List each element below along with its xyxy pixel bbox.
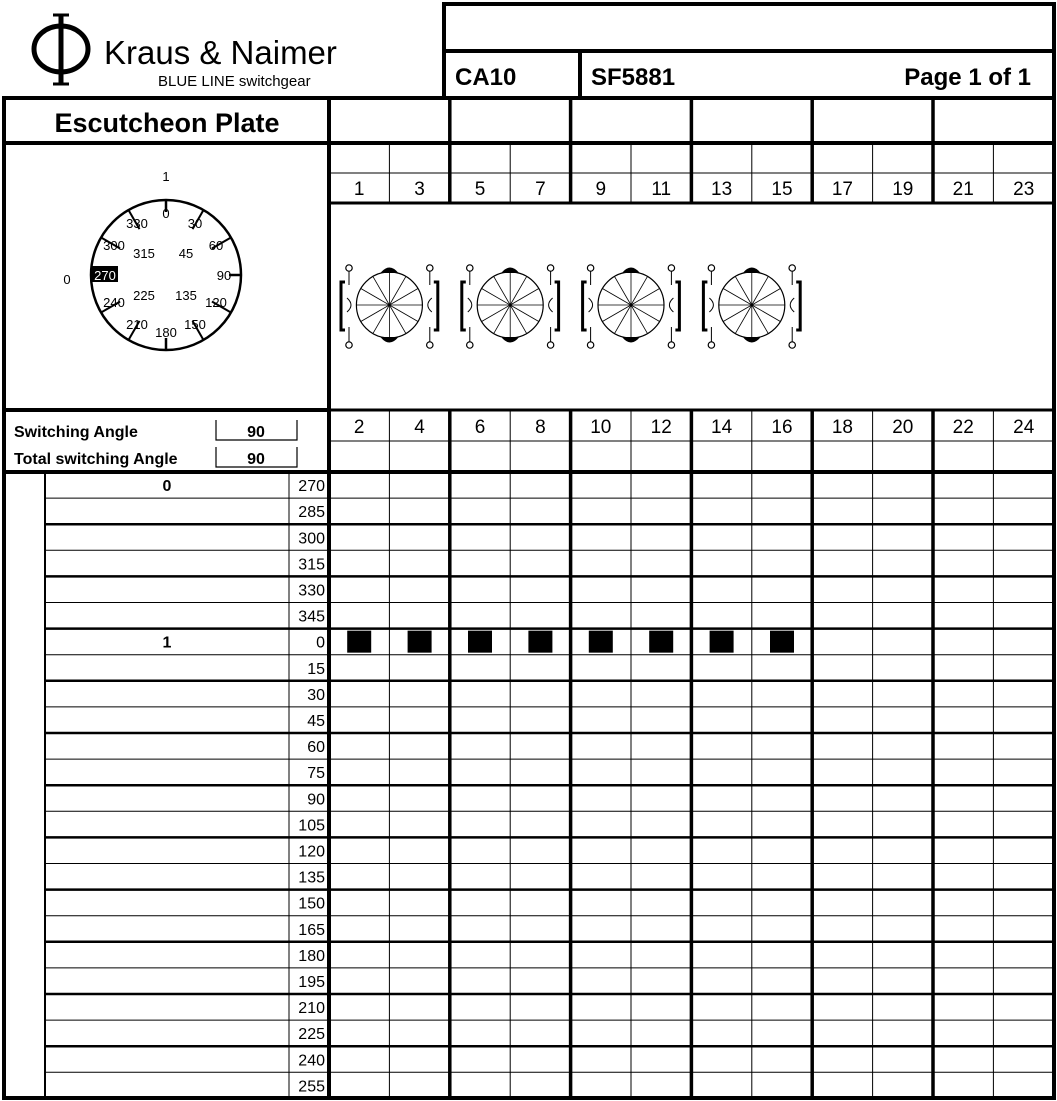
diagram-code: SF5881 xyxy=(591,64,676,91)
product-code: CA10 xyxy=(455,64,517,91)
terminal-top-21: 21 xyxy=(952,179,974,200)
program-row xyxy=(163,631,794,653)
terminal-top-13: 13 xyxy=(711,179,733,200)
row-angle-label: 285 xyxy=(298,504,325,522)
dial-angle-210: 210 xyxy=(126,317,148,332)
program-row xyxy=(298,948,325,965)
program-row xyxy=(307,687,325,704)
terminal-bottom-8: 8 xyxy=(535,417,546,438)
row-angle-label: 330 xyxy=(298,582,325,600)
terminal-bottom-4: 4 xyxy=(414,417,425,438)
dial-angle-60: 60 xyxy=(208,238,224,253)
closed-contact-mark xyxy=(589,631,613,653)
program-row xyxy=(298,870,325,887)
escutcheon-dial xyxy=(63,169,241,350)
row-angle-label: 270 xyxy=(298,478,325,496)
program-row xyxy=(298,1026,325,1043)
closed-contact-mark xyxy=(408,631,432,653)
program-row xyxy=(298,1078,325,1095)
row-angle-label: 165 xyxy=(298,921,325,939)
program-row xyxy=(298,896,325,913)
terminal-top-17: 17 xyxy=(831,179,853,200)
switching-angle-label: Switching Angle xyxy=(14,424,138,441)
row-angle-label: 90 xyxy=(307,791,325,809)
contact-deck-2 xyxy=(462,265,559,348)
row-angle-label: 240 xyxy=(298,1052,325,1070)
row-angle-label: 300 xyxy=(298,530,325,548)
program-row xyxy=(307,791,325,808)
header xyxy=(34,4,1054,98)
row-angle-label: 120 xyxy=(298,843,325,861)
terminal-top-5: 5 xyxy=(474,179,486,200)
program-row xyxy=(298,1052,325,1069)
row-angle-label: 210 xyxy=(298,1000,325,1018)
terminal-bottom-10: 10 xyxy=(590,417,612,438)
program-row xyxy=(298,582,325,599)
program-row xyxy=(307,713,325,730)
row-angle-label: 15 xyxy=(307,660,325,678)
row-angle-label: 225 xyxy=(298,1026,325,1044)
row-angle-label: 75 xyxy=(307,765,325,783)
terminal-top-23: 23 xyxy=(1013,179,1035,200)
total-switching-angle-value: 90 xyxy=(247,451,265,468)
terminal-bottom-24: 24 xyxy=(1013,417,1035,438)
terminal-top-11: 11 xyxy=(651,179,672,200)
row-angle-label: 135 xyxy=(298,869,325,887)
row-position-label: 0 xyxy=(162,478,172,496)
dial-angle-240: 240 xyxy=(103,295,125,310)
terminal-top-9: 9 xyxy=(595,179,607,200)
terminal-bottom-14: 14 xyxy=(711,417,733,438)
program-row xyxy=(298,556,325,573)
closed-contact-mark xyxy=(528,631,552,653)
dial-left-label: 0 xyxy=(63,272,71,287)
row-angle-label: 105 xyxy=(298,817,325,835)
escutcheon-title: Escutcheon Plate xyxy=(54,108,280,138)
logo xyxy=(34,15,88,84)
row-angle-label: 60 xyxy=(307,739,325,757)
brand-tagline: BLUE LINE switchgear xyxy=(158,73,311,90)
contact-deck-4 xyxy=(703,265,800,348)
dial-angle-300: 300 xyxy=(103,238,125,253)
terminal-top-15: 15 xyxy=(771,179,793,200)
terminal-top-19: 19 xyxy=(892,179,914,200)
closed-contact-mark xyxy=(468,631,492,653)
total-switching-angle-label: Total switching Angle xyxy=(14,451,178,468)
program-grid xyxy=(45,98,1054,1098)
switching-angle-value: 90 xyxy=(247,424,265,441)
dial-angle-120: 120 xyxy=(205,295,227,310)
program-row xyxy=(298,1000,325,1017)
terminal-top-1: 1 xyxy=(353,179,365,200)
dial-angle-150: 150 xyxy=(184,317,206,332)
row-angle-label: 150 xyxy=(298,895,325,913)
program-row xyxy=(298,530,325,547)
brand-name: Kraus & Naimer xyxy=(104,34,337,71)
dial-angle-45: 45 xyxy=(178,246,194,261)
program-row xyxy=(298,817,325,834)
terminal-bottom-12: 12 xyxy=(650,417,672,438)
row-position-label: 1 xyxy=(162,634,172,652)
closed-contact-mark xyxy=(710,631,734,653)
dial-angle-180: 180 xyxy=(155,325,177,340)
dial-angle-315: 315 xyxy=(133,246,155,261)
dial-angle-0: 0 xyxy=(162,206,170,221)
program-row xyxy=(298,922,325,939)
contact-deck-1 xyxy=(341,265,438,348)
terminal-bottom-6: 6 xyxy=(474,417,486,438)
dial-angle-30: 30 xyxy=(187,216,203,231)
program-row xyxy=(298,609,325,626)
dial-angle-225: 225 xyxy=(133,288,155,303)
dial-angle-330: 330 xyxy=(126,216,148,231)
program-row xyxy=(298,843,325,860)
terminal-bottom-18: 18 xyxy=(831,417,853,438)
closed-contact-mark xyxy=(649,631,673,653)
program-row xyxy=(298,974,325,991)
row-angle-label: 195 xyxy=(298,973,325,991)
dial-top-label: 1 xyxy=(162,169,170,184)
row-angle-label: 180 xyxy=(298,947,325,965)
row-angle-label: 30 xyxy=(307,686,325,704)
terminal-bottom-2: 2 xyxy=(353,417,365,438)
program-row xyxy=(307,739,325,756)
switching-angle-block xyxy=(14,420,297,468)
program-row xyxy=(298,504,325,521)
terminal-bottom-22: 22 xyxy=(952,417,974,438)
row-angle-label: 315 xyxy=(298,556,325,574)
contact-symbols xyxy=(341,265,800,348)
dial-angle-135: 135 xyxy=(175,288,197,303)
terminal-bottom-16: 16 xyxy=(771,417,793,438)
terminal-top-3: 3 xyxy=(414,179,425,200)
program-row xyxy=(163,478,326,495)
closed-contact-mark xyxy=(347,631,371,653)
row-angle-label: 255 xyxy=(298,1078,325,1096)
row-angle-label: 345 xyxy=(298,608,325,626)
row-angle-label: 45 xyxy=(307,712,325,730)
closed-contact-mark xyxy=(770,631,794,653)
page-label: Page 1 of 1 xyxy=(904,64,1031,91)
program-rows xyxy=(163,478,794,1095)
program-row xyxy=(307,661,325,678)
contact-deck-3 xyxy=(583,265,680,348)
dial-angle-270-highlighted: 270 xyxy=(94,268,116,283)
terminal-bottom-20: 20 xyxy=(892,417,914,438)
terminal-top-7: 7 xyxy=(535,179,546,200)
program-row xyxy=(307,765,325,782)
row-angle-label: 0 xyxy=(316,634,325,652)
dial-angle-90: 90 xyxy=(216,268,232,283)
